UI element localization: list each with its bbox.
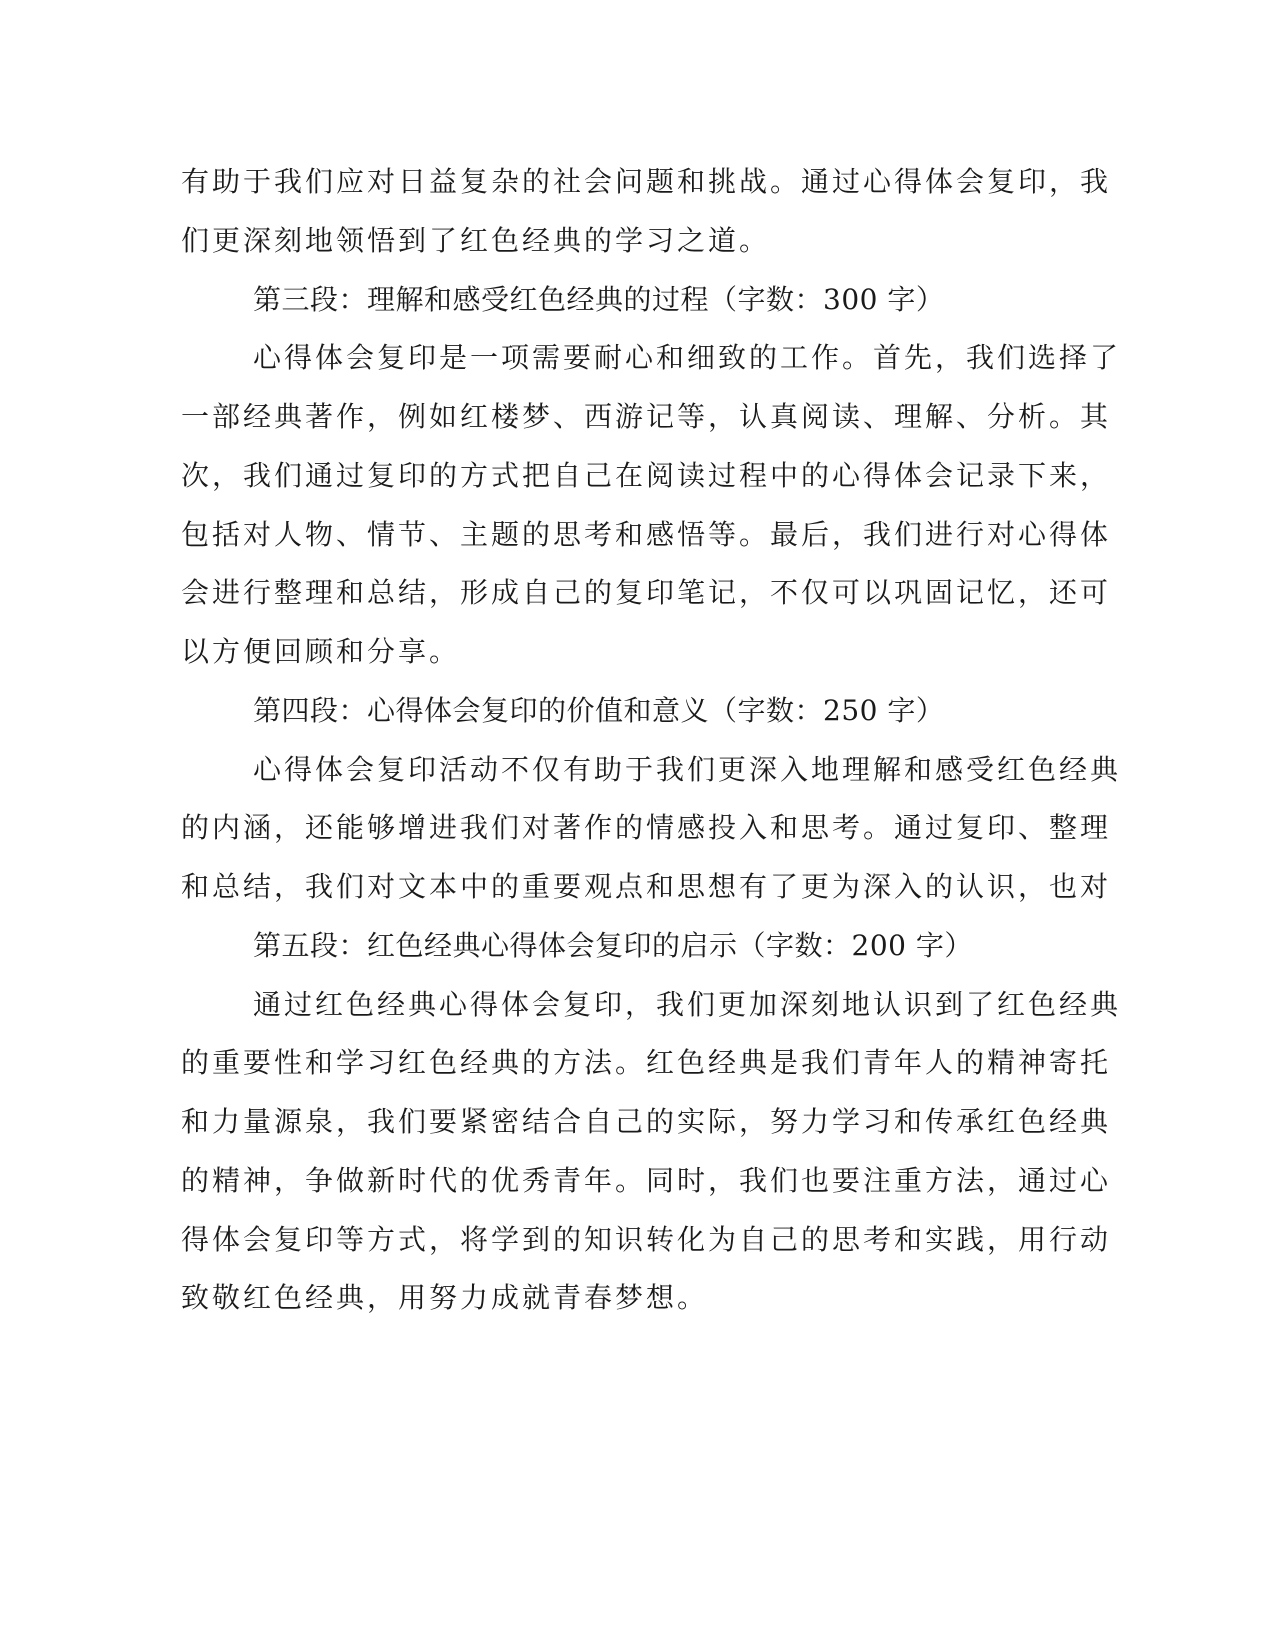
section-heading: 第五段：红色经典心得体会复印的启示（字数：200 字） [253,928,973,962]
paragraph-first-line: 心得体会复印是一项需要耐心和细致的工作。首先，我们选择了 [253,341,1122,375]
text-line: 次，我们通过复印的方式把自己在阅读过程中的心得体会记录下来， [181,458,1112,492]
paragraph-first-line: 通过红色经典心得体会复印，我们更加深刻地认识到了红色经典 [253,987,1122,1021]
text-line: 以方便回顾和分享。 [181,635,461,668]
text-line: 有助于我们应对日益复杂的社会问题和挑战。通过心得体会复印，我 [181,165,1112,198]
text-line: 和力量源泉，我们要紧密结合自己的实际，努力学习和传承红色经典 [181,1105,1112,1138]
text-line: 的重要性和学习红色经典的方法。红色经典是我们青年人的精神寄托 [181,1046,1112,1080]
text-line: 和总结，我们对文本中的重要观点和思想有了更为深入的认识，也对 [181,870,1112,903]
text-line: 的精神，争做新时代的优秀青年。同时，我们也要注重方法，通过心 [181,1163,1112,1197]
text-line: 包括对人物、情节、主题的思考和感悟等。最后，我们进行对心得体 [181,517,1112,551]
section-heading: 第三段：理解和感受红色经典的过程（字数：300 字） [253,282,945,316]
text-line: 的内涵，还能够增进我们对著作的情感投入和思考。通过复印、整理 [181,811,1112,845]
text-line: 一部经典著作，例如红楼梦、西游记等，认真阅读、理解、分析。其 [181,400,1112,433]
text-line: 得体会复印等方式，将学到的知识转化为自己的思考和实践，用行动 [181,1222,1112,1256]
text-line: 致敬红色经典，用努力成就青春梦想。 [181,1281,709,1315]
text-line: 会进行整理和总结，形成自己的复印笔记，不仅可以巩固记忆，还可 [181,576,1112,610]
paragraph-first-line: 心得体会复印活动不仅有助于我们更深入地理解和感受红色经典 [253,752,1122,786]
section-heading: 第四段：心得体会复印的价值和意义（字数：250 字） [253,693,945,727]
text-line: 们更深刻地领悟到了红色经典的学习之道。 [181,223,771,257]
